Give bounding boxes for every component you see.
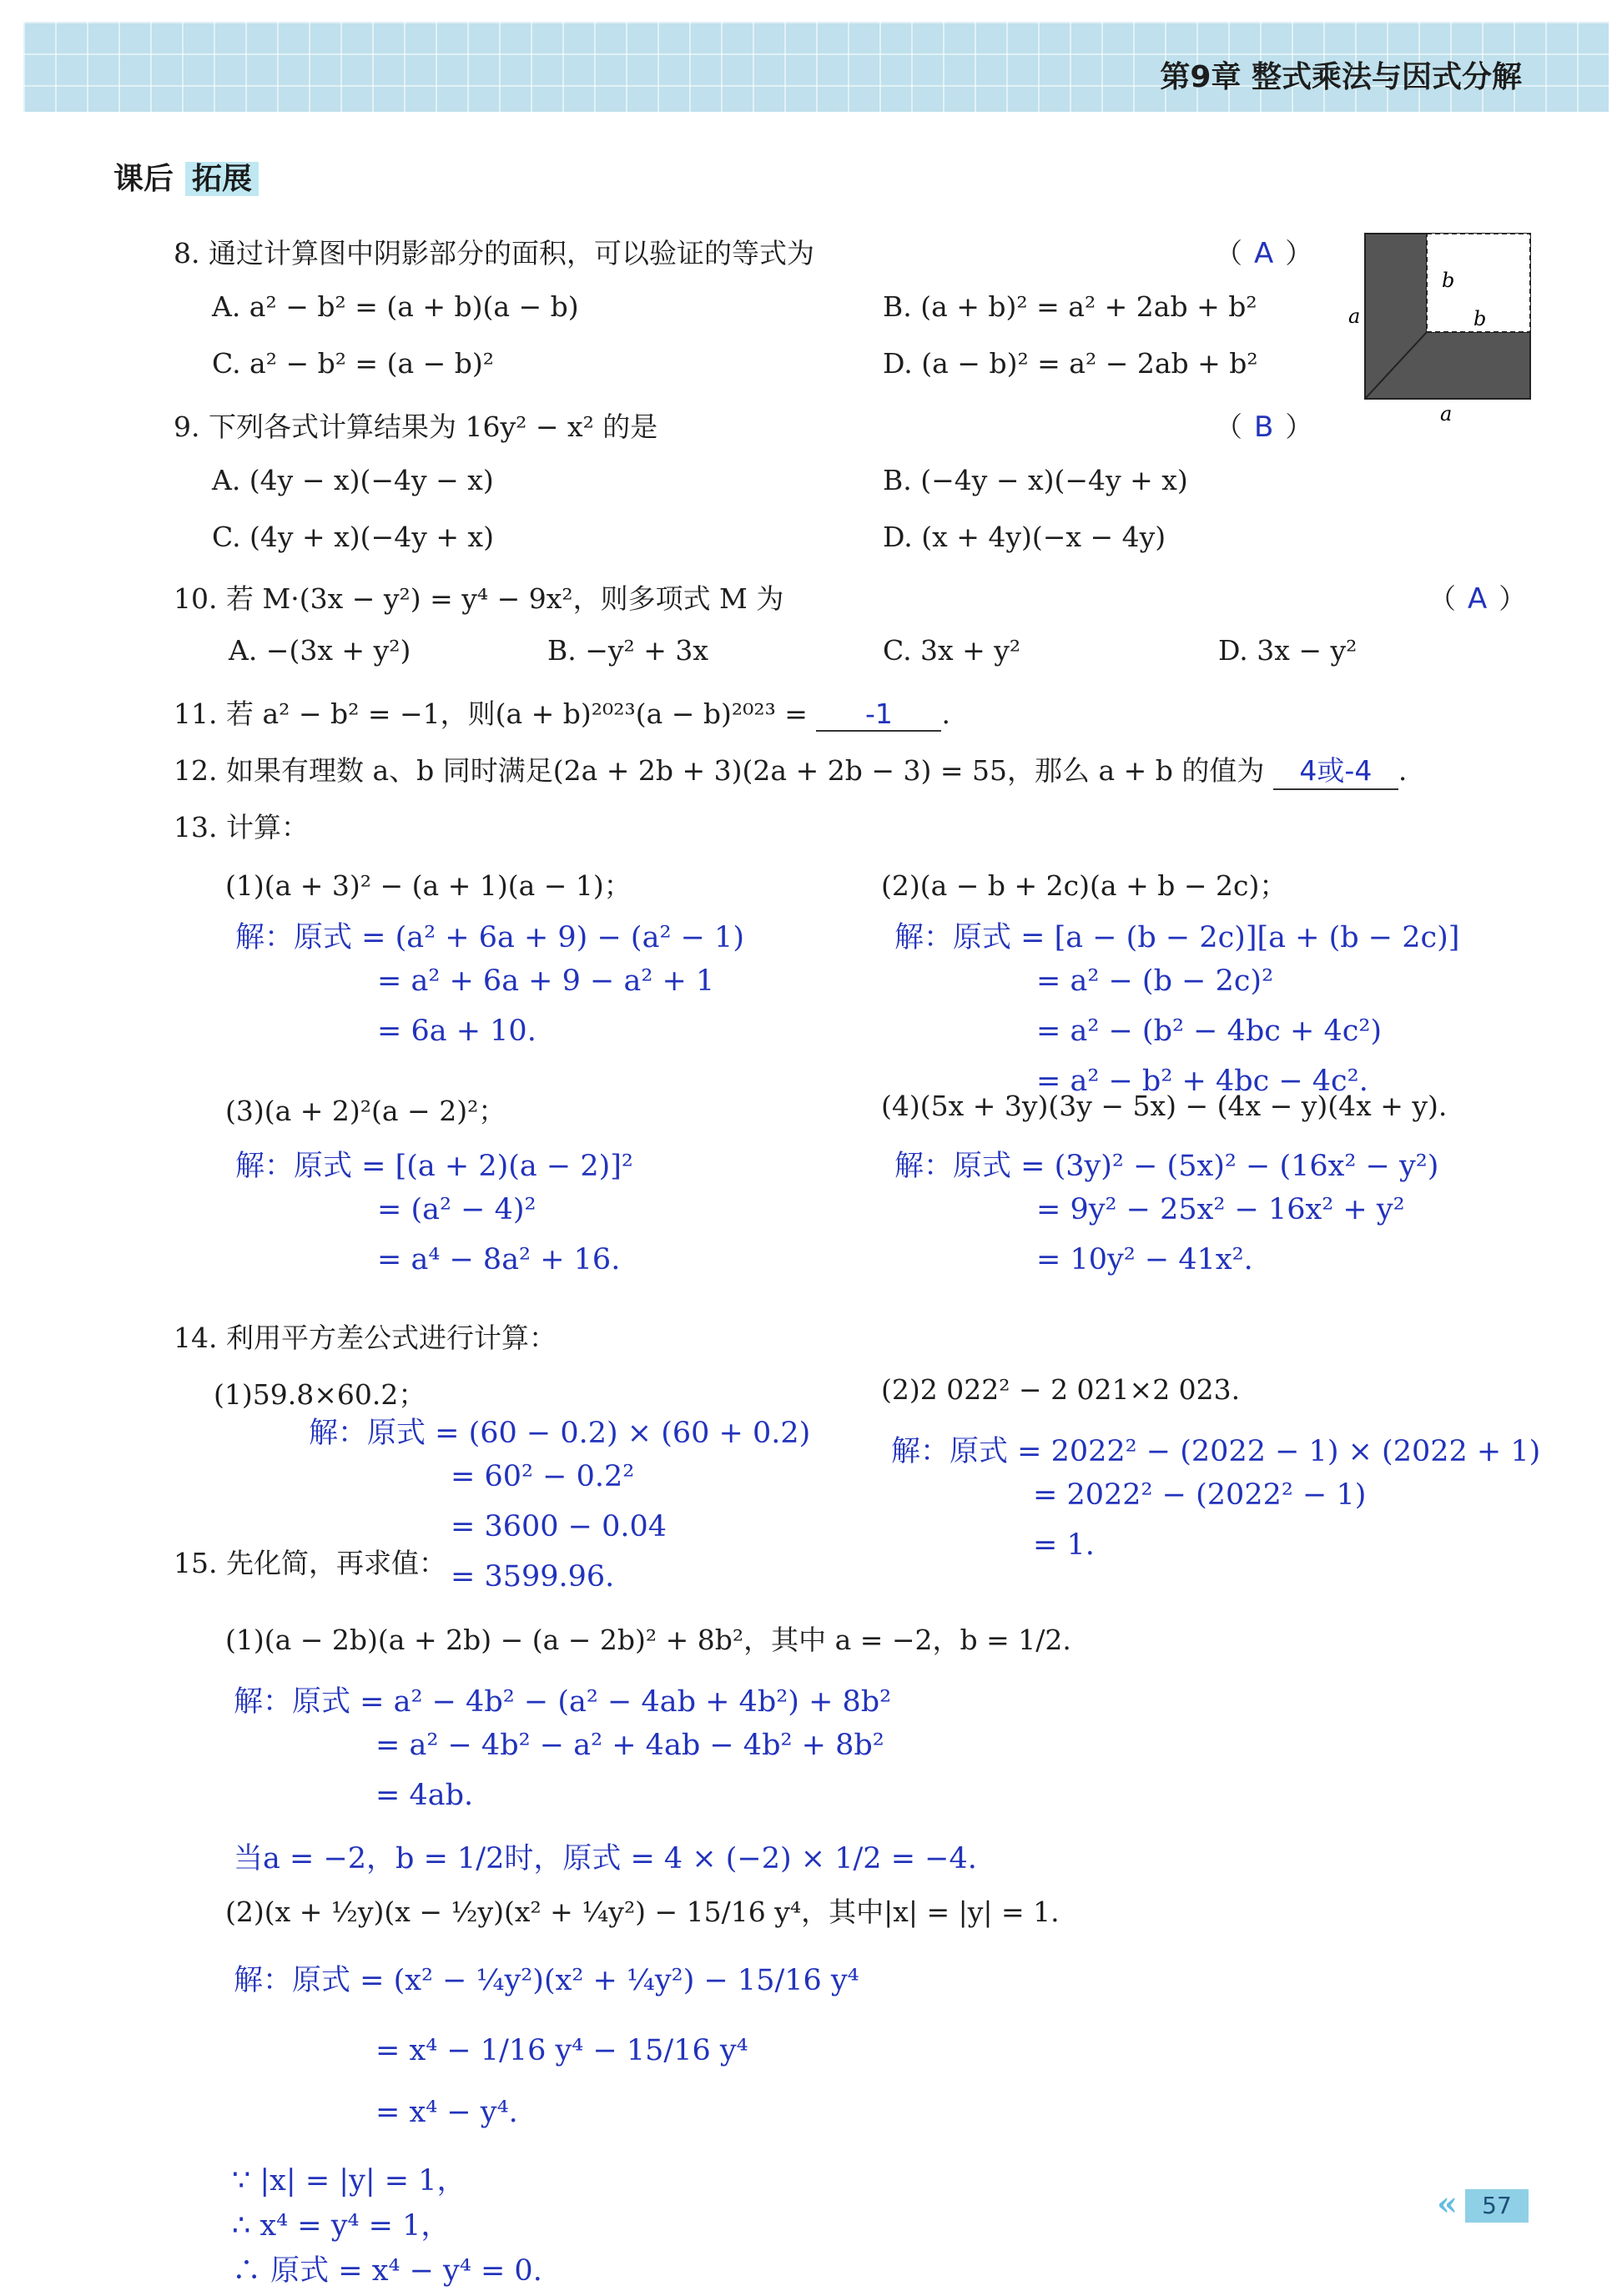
page-arrows-icon: « <box>1437 2184 1458 2223</box>
q13-part3-line2: = (a² − 4)² <box>377 1193 536 1226</box>
q14-part2-line1: 解：原式 = 2022² − (2022 − 1) × (2022 + 1) <box>891 1435 1541 1468</box>
q9-option-a: A. (4y − x)(−4y − x) <box>212 464 494 496</box>
q14-part1-line3: = 3600 − 0.04 <box>451 1510 667 1543</box>
q11-stem: 11. 若 a² − b² = −1，则(a + b)²⁰²³(a − b)²⁰²³ = <box>174 697 808 730</box>
q13-part3-line1: 解：原式 = [(a + 2)(a − 2)]² <box>235 1150 633 1183</box>
q15-part1: (1)(a − 2b)(a + 2b) − (a − 2b)² + 8b²，其中 a = −2，b = 1/2. <box>225 1624 1071 1656</box>
q10-option-a: A. −(3x + y²) <box>229 634 411 667</box>
q14-part1-line1: 解：原式 = (60 − 0.2) × (60 + 0.2) <box>309 1417 811 1450</box>
q14-part2: (2)2 022² − 2 021×2 023. <box>881 1373 1241 1406</box>
q11: 11. 若 a² − b² = −1，则(a + b)²⁰²³(a − b)²⁰²³ = -1 . <box>174 697 950 730</box>
q8-answer-paren: （ A ） <box>1215 237 1313 270</box>
q13-part1-line3: = 6a + 10. <box>377 1015 536 1048</box>
q13-part1-line1: 解：原式 = (a² + 6a + 9) − (a² − 1) <box>235 921 744 954</box>
q13-part2-line2: = a² − (b − 2c)² <box>1036 964 1274 998</box>
q15-part2-line3: = x⁴ − y⁴. <box>375 2096 518 2129</box>
q11-answer: -1 <box>816 697 941 732</box>
section-heading <box>113 155 259 198</box>
q9-stem: 9. 下列各式计算结果为 16y² − x² 的是 <box>174 410 658 443</box>
label-b-side: b <box>1442 269 1455 292</box>
q10-answer-paren: （ A ） <box>1428 582 1527 616</box>
q13-part1: (1)(a + 3)² − (a + 1)(a − 1)； <box>225 869 632 902</box>
q15-part2-line5: ∴ x⁴ = y⁴ = 1， <box>232 2209 451 2243</box>
q9-option-c: C. (4y + x)(−4y + x) <box>212 521 494 553</box>
q15-part2-line4: ∵ |x| = |y| = 1， <box>232 2164 466 2198</box>
q13-part2-line3: = a² − (b² − 4bc + 4c²) <box>1036 1015 1383 1048</box>
q10-stem: 10. 若 M·(3x − y²) = y⁴ − 9x²，则多项式 M 为 <box>174 582 784 615</box>
q14-part1-line2: = 60² − 0.2² <box>451 1460 635 1493</box>
section-label-right: 拓展 <box>185 162 259 196</box>
q8-option-c: C. a² − b² = (a − b)² <box>212 347 494 380</box>
q15-part2-line1: 解：原式 = (x² − ¼y²)(x² + ¼y²) − 15/16 y⁴ <box>234 1964 859 1997</box>
q15-part1-line4: 当a = −2，b = 1/2时，原式 = 4 × (−2) × 1/2 = −4. <box>234 1842 977 1876</box>
q10-option-d: D. 3x − y² <box>1218 634 1358 667</box>
q13-part4-line2: = 9y² − 25x² − 16x² + y² <box>1036 1193 1405 1226</box>
q8-option-a: A. a² − b² = (a + b)(a − b) <box>212 290 579 323</box>
q15-part1-line1: 解：原式 = a² − 4b² − (a² − 4ab + 4b²) + 8b² <box>234 1685 892 1719</box>
q14-part2-line3: = 1. <box>1033 1528 1095 1562</box>
q10-option-b: B. −y² + 3x <box>547 634 708 667</box>
q10-option-c: C. 3x + y² <box>883 634 1021 667</box>
q13-part2-line4: = a² − b² + 4bc − 4c². <box>1036 1065 1368 1098</box>
label-a-bottom: a <box>1440 402 1453 425</box>
q12-answer: 4或-4 <box>1273 749 1398 790</box>
section-label-left: 课后 <box>113 162 174 196</box>
q13-part2: (2)(a − b + 2c)(a + b − 2c)； <box>881 869 1287 902</box>
label-b-bottom: b <box>1473 307 1487 330</box>
q15-part1-line3: = 4ab. <box>375 1779 474 1812</box>
q13-part4-line1: 解：原式 = (3y)² − (5x)² − (16x² − y²) <box>894 1150 1439 1183</box>
q13-stem: 13. 计算： <box>174 811 309 843</box>
q15-part2-line6: ∴ 原式 = x⁴ − y⁴ = 0. <box>232 2254 542 2288</box>
q9-answer: B <box>1254 410 1274 444</box>
q8-option-d: D. (a − b)² = a² − 2ab + b² <box>883 347 1258 380</box>
label-a-side: a <box>1348 305 1361 328</box>
q12-stem: 12. 如果有理数 a、b 同时满足(2a + 2b + 3)(2a + 2b − 3) = 55，那么 a + b 的值为 <box>174 754 1265 787</box>
page-number: 57 <box>1465 2189 1529 2223</box>
q13-part2-line1: 解：原式 = [a − (b − 2c)][a + (b − 2c)] <box>894 921 1460 954</box>
q13-part4: (4)(5x + 3y)(3y − 5x) − (4x − y)(4x + y). <box>881 1090 1448 1122</box>
q13-part4-line3: = 10y² − 41x². <box>1036 1243 1253 1276</box>
q14-part1: (1)59.8×60.2； <box>214 1378 426 1411</box>
q9-answer-paren: （ B ） <box>1215 410 1313 444</box>
chapter-title: 第9章 整式乘法与因式分解 <box>1160 60 1522 94</box>
q9-option-d: D. (x + 4y)(−x − 4y) <box>883 521 1166 553</box>
q14-part1-line4: = 3599.96. <box>451 1560 615 1594</box>
q15-stem: 15. 先化简，再求值： <box>174 1547 446 1579</box>
q14-stem: 14. 利用平方差公式进行计算： <box>174 1322 557 1354</box>
q13-part3: (3)(a + 2)²(a − 2)²； <box>225 1095 506 1127</box>
q9-option-b: B. (−4y − x)(−4y + x) <box>883 464 1188 496</box>
q8-option-b: B. (a + b)² = a² + 2ab + b² <box>883 290 1257 323</box>
q15-part2-line2: = x⁴ − 1/16 y⁴ − 15/16 y⁴ <box>375 2034 748 2067</box>
q8-answer: A <box>1254 237 1274 270</box>
q14-part2-line2: = 2022² − (2022² − 1) <box>1033 1478 1367 1512</box>
q13-part3-line3: = a⁴ − 8a² + 16. <box>377 1243 621 1276</box>
q12: 12. 如果有理数 a、b 同时满足(2a + 2b + 3)(2a + 2b − 3) = 55，那么 a + b 的值为 4或-4 . <box>174 749 1407 790</box>
q10-answer: A <box>1468 582 1488 616</box>
q8-area-figure <box>1342 227 1542 427</box>
q15-part2: (2)(x + ½y)(x − ½y)(x² + ¼y²) − 15/16 y⁴，其中|x| = |y| = 1. <box>225 1896 1060 1928</box>
q8-stem: 8. 通过计算图中阴影部分的面积，可以验证的等式为 <box>174 237 814 269</box>
q13-part1-line2: = a² + 6a + 9 − a² + 1 <box>377 964 715 998</box>
q15-part1-line2: = a² − 4b² − a² + 4ab − 4b² + 8b² <box>375 1729 884 1762</box>
